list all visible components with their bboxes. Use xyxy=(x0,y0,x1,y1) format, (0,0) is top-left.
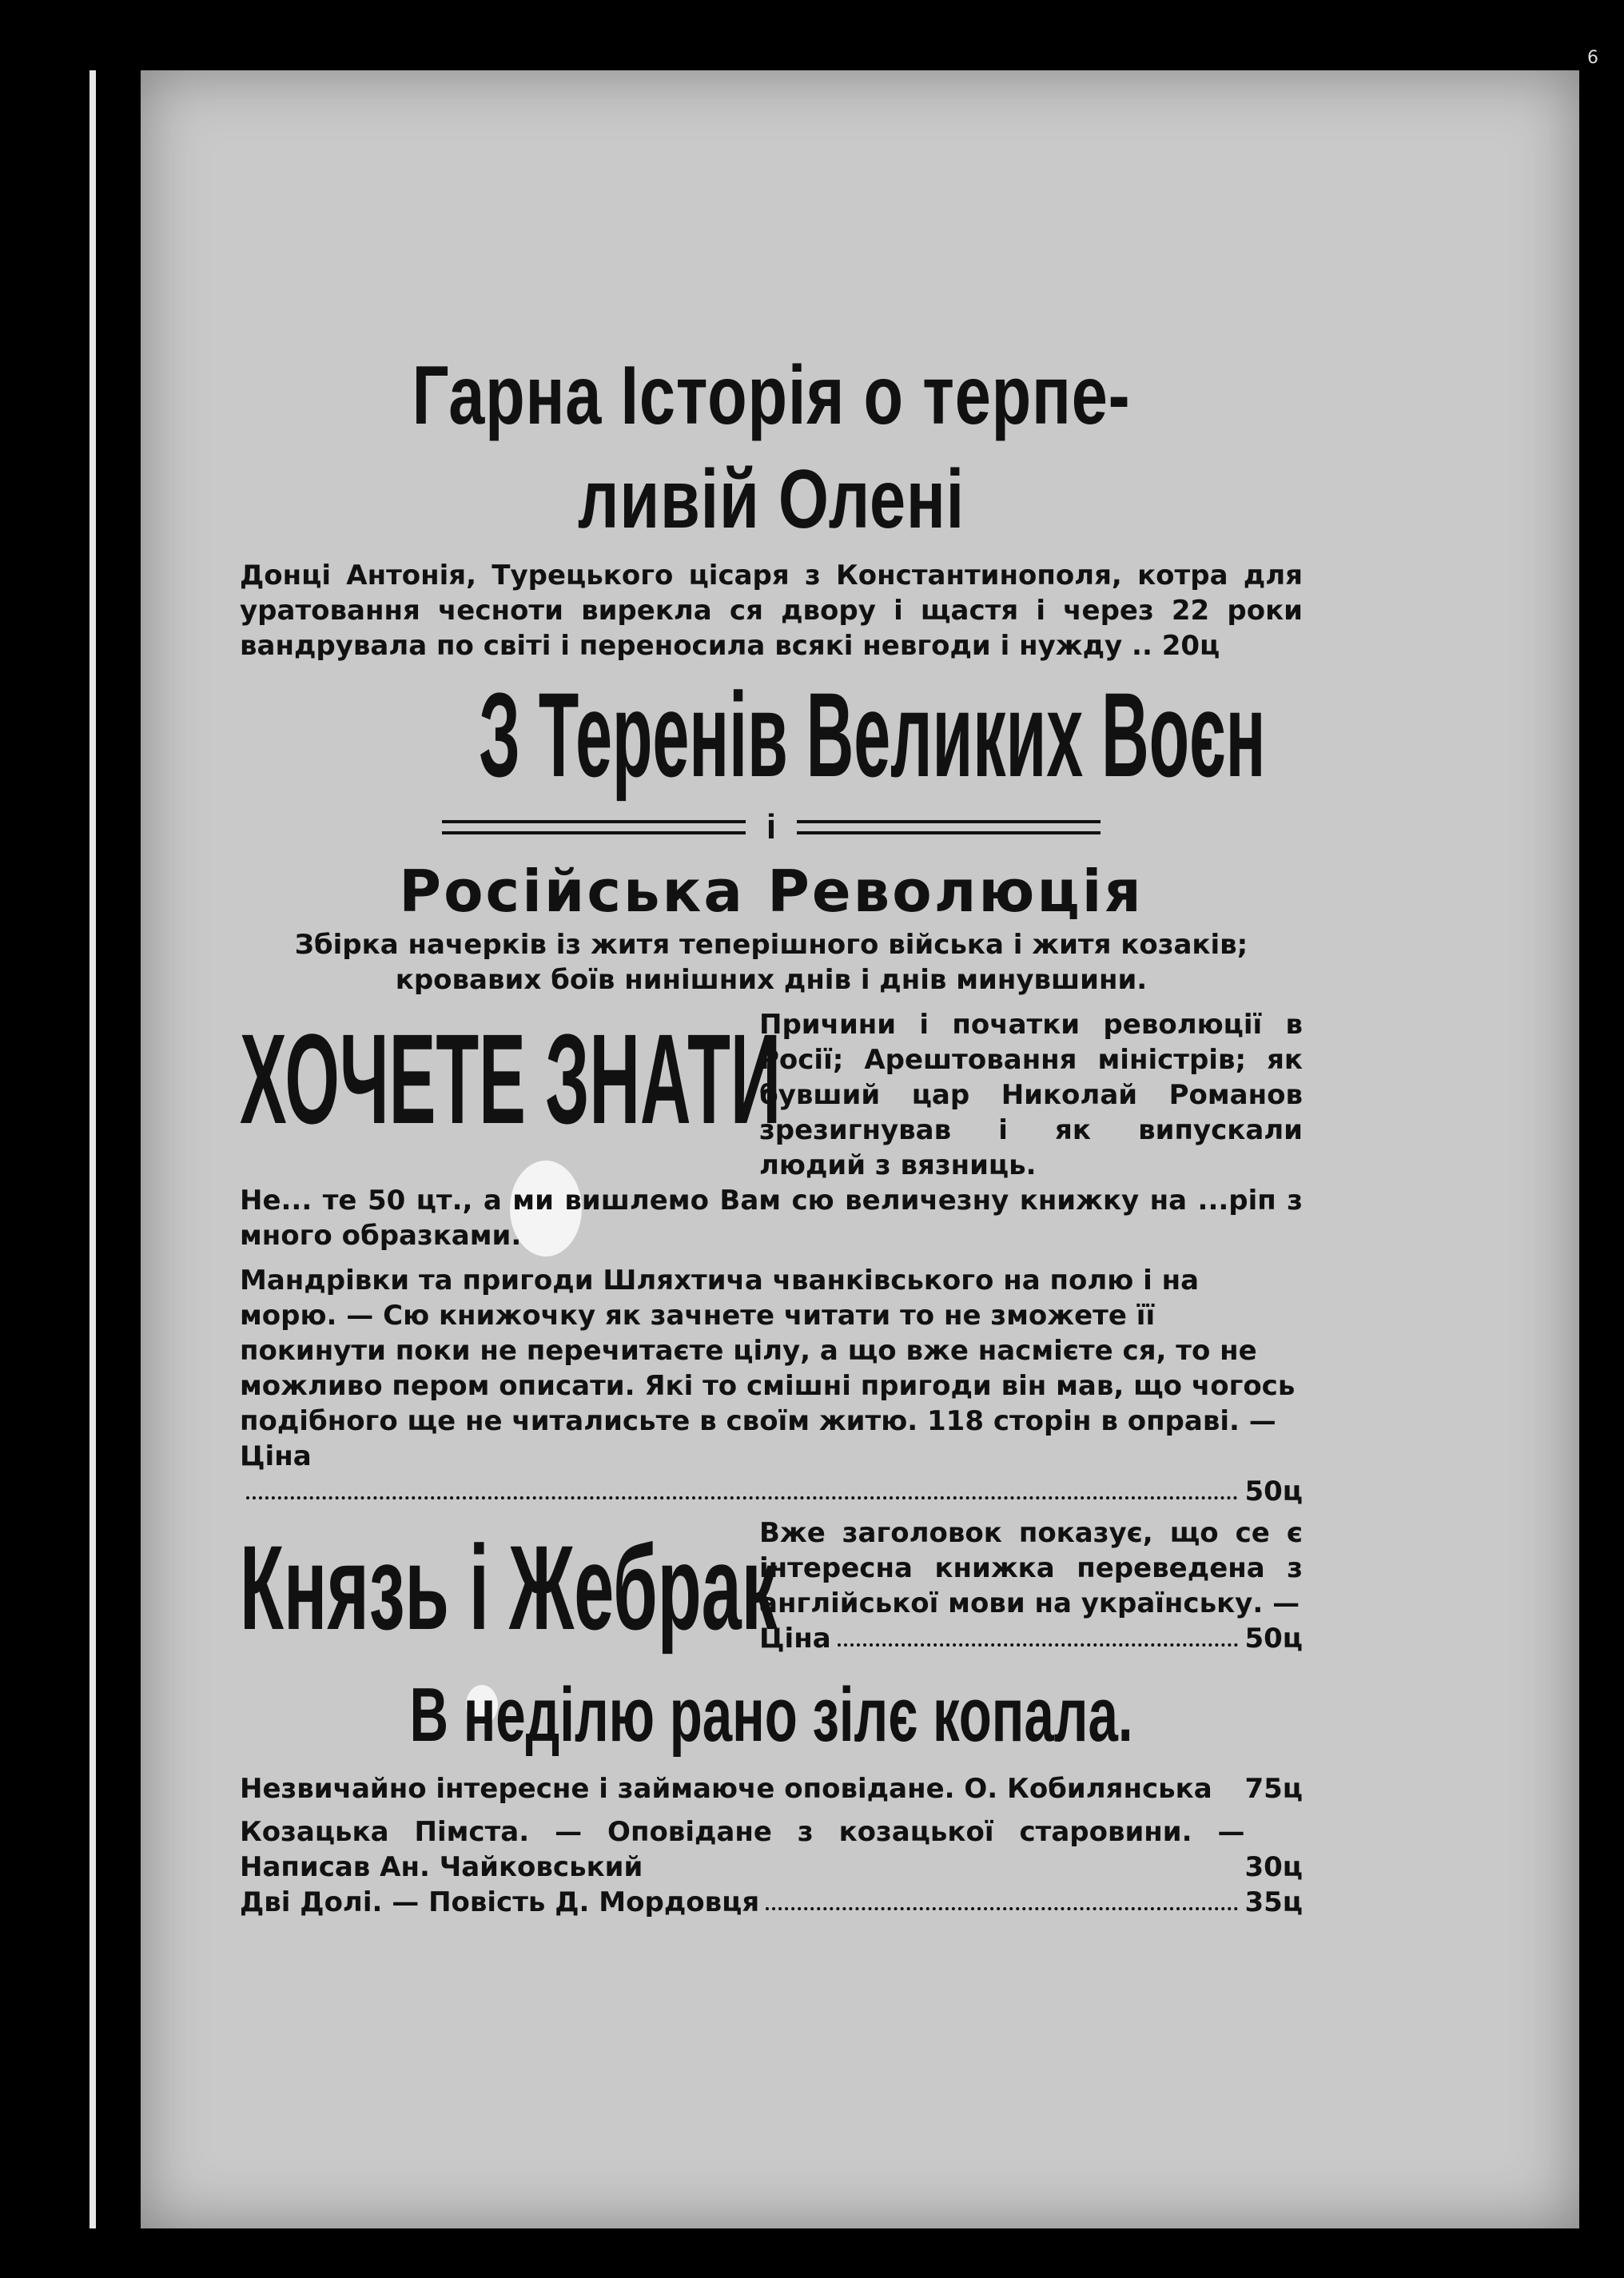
book3-headline: ХОЧЕТЕ ЗНАТИ xyxy=(240,1007,782,1150)
book6-title: В неділю рано зілє копала. xyxy=(409,1672,1133,1758)
book1-title-line2: ливій Олені xyxy=(578,453,965,546)
book2-section xyxy=(240,667,1303,998)
leader-dots xyxy=(838,1621,1239,1647)
book5-price-label: Ціна xyxy=(759,1623,831,1655)
book2-divider xyxy=(240,807,1303,847)
book7-section xyxy=(240,1814,1303,1885)
book5-price-row xyxy=(759,1621,1303,1656)
leader-dots xyxy=(766,1885,1238,1910)
book3-offer: Не... те 50 цт., а ми вишлемо Вам сю величезну книжку на ...ріп з много образками. xyxy=(240,1185,1303,1252)
book6-row xyxy=(240,1771,1303,1806)
book6-section xyxy=(240,1667,1303,1806)
book7-row xyxy=(240,1814,1303,1885)
rule-left xyxy=(442,820,746,834)
book1-title-line1: Гарна Історія о терпе- xyxy=(412,349,1131,442)
book6-description: Незвичайно інтересне і займаюче оповідане. О. Кобилянська xyxy=(240,1773,1212,1805)
book8-price: 35ц xyxy=(1244,1886,1303,1918)
book4-section xyxy=(240,1263,1303,1509)
book6-price: 75ц xyxy=(1244,1773,1303,1805)
corner-mark: 6 xyxy=(1587,48,1598,68)
book1-price: 20ц xyxy=(1161,630,1220,662)
book8-section xyxy=(240,1885,1303,1920)
book7-price: 30ц xyxy=(1244,1851,1303,1883)
ad-content xyxy=(240,344,1303,1920)
book1-description: Донці Антонія, Турецького цісаря з Константинополя, котра для уратовання чесноти вирекла ся двору і щастя і через 22 роки вандрувала по світі і переносила всякі невгоди і нужду .. 20ц xyxy=(240,560,1303,662)
book4-price-row xyxy=(240,1474,1303,1509)
book8-row xyxy=(240,1885,1303,1920)
book2-description: Збірка начерків із житя теперішного війська і житя козаків; кровавих боїв нинішних днів і днів минувшини. xyxy=(294,929,1248,996)
book5-headline: Князь і Жебрак xyxy=(240,1520,778,1655)
book4-price: 50ц xyxy=(1244,1476,1303,1507)
book5-price: 50ц xyxy=(1244,1623,1303,1655)
book7-text: Козацька Пімста. — Оповідане з козацької старовини. — Написав Ан. Чайковський xyxy=(240,1816,1245,1883)
book2-subtitle: Російська Революція xyxy=(399,858,1144,925)
book5-side-text: Вже заголовок показує, що се є інтересна книжка переведена з англійської мови на українську. — xyxy=(759,1517,1303,1619)
book3-section xyxy=(240,1007,1303,1253)
book2-conjunction: і xyxy=(766,807,777,846)
book3-side-text: Причини і початки революції в Росії; Арештовання міністрів; як бувший цар Николай Романов зрезигнував і як випускали людий з вязниць. xyxy=(759,1009,1303,1181)
book4-text: Мандрівки та пригоди Шляхтича чванківського на полю і на морю. — Сю книжочку як зачнете читати то не зможете її покинути поки не перечитаєте цілу, а що вже насмієте ся, то не можливо пером описати. Які то смішні пригоди він мав, що чогось подібного ще не читалисьте в своїм житю. 118 сторін в оправі. — Ціна xyxy=(240,1264,1296,1472)
book1-section xyxy=(240,344,1303,663)
leader-dots xyxy=(246,1474,1238,1499)
book5-section xyxy=(240,1515,1303,1659)
book8-text: Дві Долі. — Повість Д. Мордовця xyxy=(240,1886,760,1918)
book2-title: З Теренів Великих Воєн xyxy=(479,667,1266,802)
film-edge xyxy=(90,70,96,2228)
rule-right xyxy=(797,820,1101,834)
